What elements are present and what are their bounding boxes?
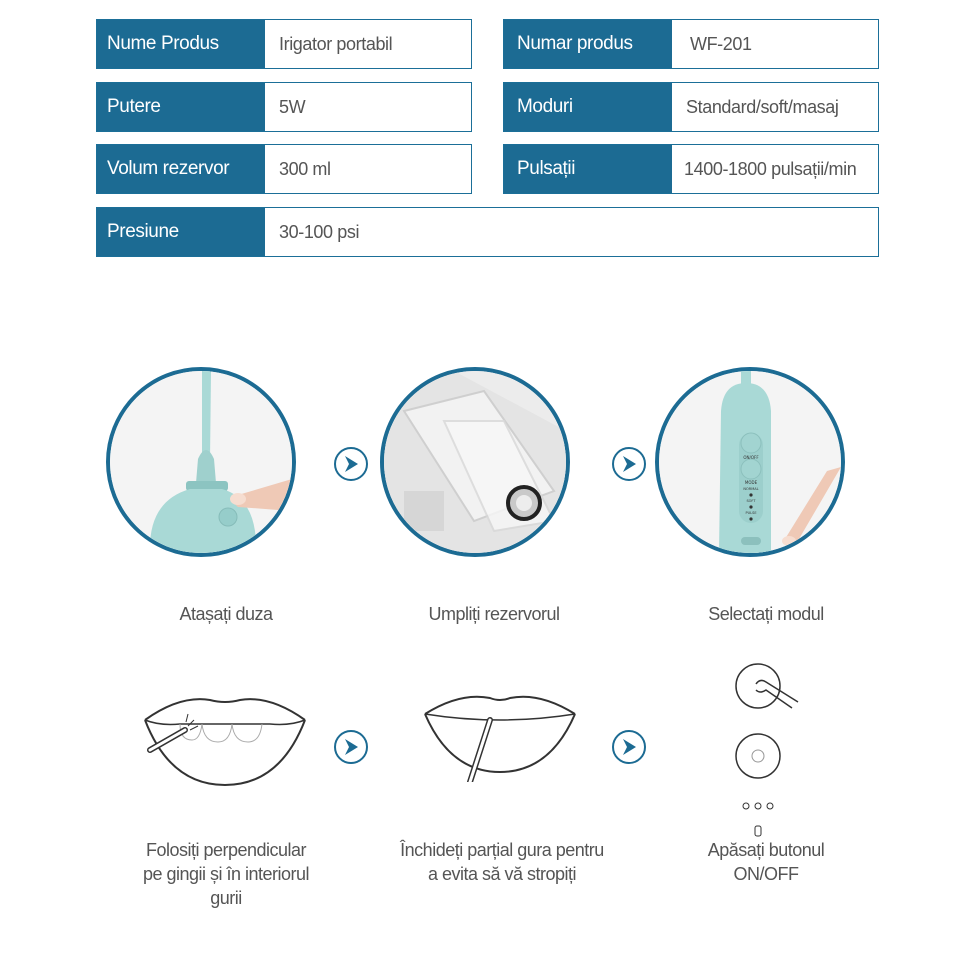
spec-label: Volum rezervor	[97, 145, 265, 193]
caption-press-button	[616, 838, 916, 886]
spec-row-pressure	[96, 207, 879, 257]
caption-use-perpendicular	[76, 838, 376, 910]
step-fill-reservoir-photo	[380, 367, 570, 557]
label-soft: SOFT	[746, 499, 756, 503]
spec-value: Standard/soft/masaj	[686, 96, 839, 117]
spec-row-modes	[503, 82, 879, 132]
arrow-right-icon	[333, 446, 369, 482]
spec-value: 1400-1800 pulsații/min	[684, 158, 857, 179]
step-select-mode-photo	[655, 367, 845, 557]
caption-line: Închideți parțial gura pentru	[400, 840, 604, 860]
label-normal: NORMAL	[743, 487, 759, 491]
spec-label: Pulsații	[504, 145, 672, 193]
step-attach-nozzle-photo	[106, 367, 296, 557]
arrow-right-icon	[611, 446, 647, 482]
spec-value: 300 ml	[279, 158, 331, 179]
spec-row-product-name	[96, 19, 472, 69]
spec-row-product-number	[503, 19, 879, 69]
label-pulse: PULSE	[745, 511, 757, 515]
caption-line: Folosiți perpendicular	[145, 840, 307, 860]
spec-label: Moduri	[504, 83, 672, 131]
caption-attach-nozzle: Atașați duza	[179, 604, 273, 624]
spec-value: 5W	[279, 96, 306, 117]
caption-line: gurii	[210, 888, 242, 908]
press-button-illustration	[720, 660, 810, 840]
spec-label: Numar produs	[504, 20, 672, 68]
arrow-right-icon	[611, 729, 647, 765]
spec-value: WF-201	[690, 33, 752, 54]
spec-row-power	[96, 82, 472, 132]
label-mode: MODE	[744, 480, 758, 485]
spec-value: Irigator portabil	[279, 33, 393, 54]
mouth-perpendicular-illustration	[140, 690, 310, 790]
spec-row-tank-volume	[96, 144, 472, 194]
arrow-right-icon	[333, 729, 369, 765]
caption-line: ON/OFF	[733, 864, 799, 884]
spec-label: Presiune	[97, 208, 265, 256]
label-onoff: ON/OFF	[743, 455, 759, 460]
caption-select-mode: Selectați modul	[708, 604, 824, 624]
mouth-closed-illustration	[420, 692, 580, 782]
caption-fill-reservoir: Umpliți rezervorul	[428, 604, 560, 624]
caption-line: pe gingii și în interiorul	[142, 864, 310, 884]
caption-line: Apăsați butonul	[707, 840, 825, 860]
spec-value: 30-100 psi	[279, 221, 360, 242]
spec-label: Putere	[97, 83, 265, 131]
spec-row-pulsations	[503, 144, 879, 194]
caption-close-mouth	[352, 838, 652, 886]
caption-line: a evita să vă stropiți	[427, 864, 577, 884]
spec-label: Nume Produs	[97, 20, 265, 68]
